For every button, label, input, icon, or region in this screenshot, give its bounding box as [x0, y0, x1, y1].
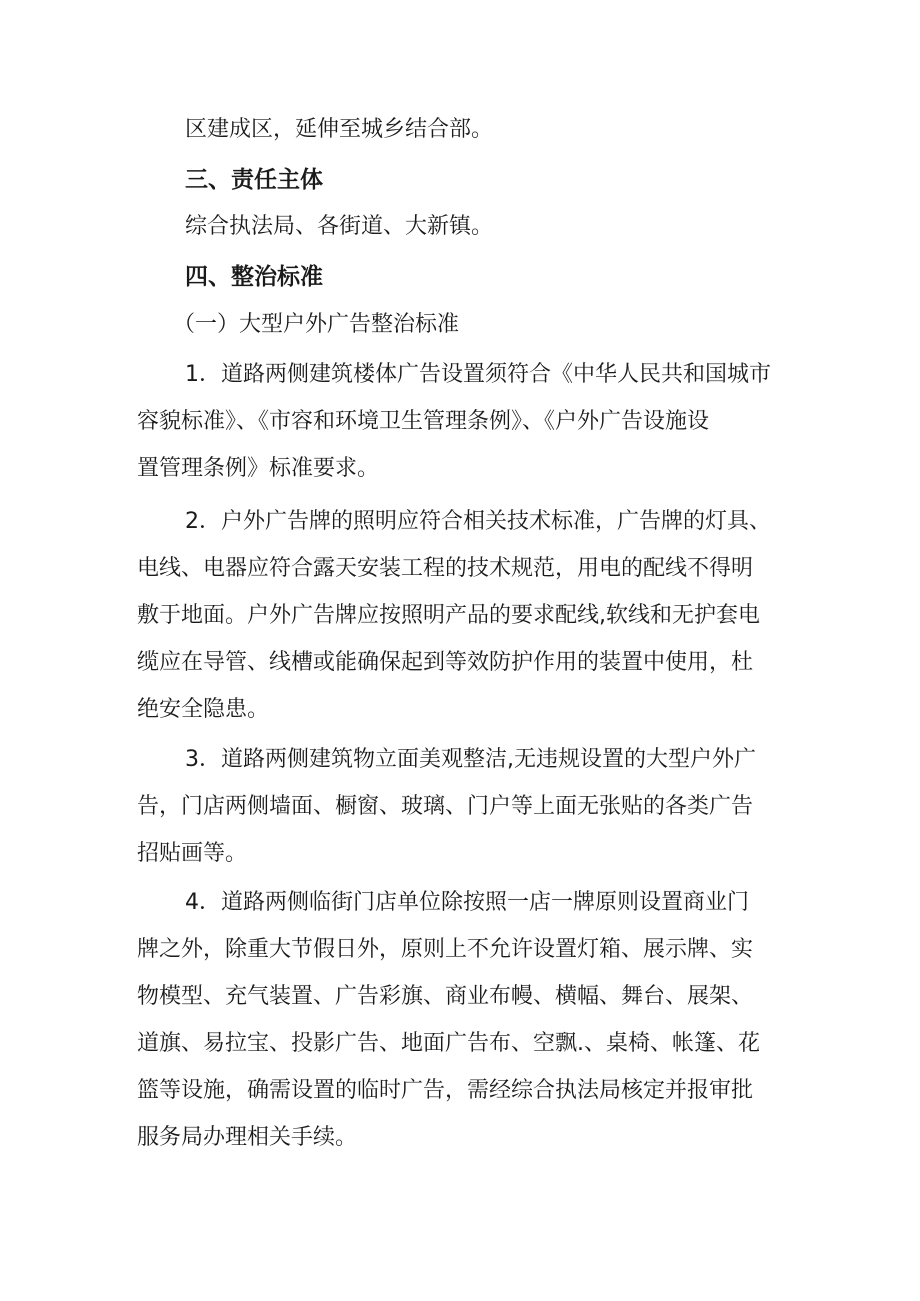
paragraph-line: 综合执法局、各街道、大新镇。: [185, 214, 494, 239]
paragraph-line: 1．道路两侧建筑楼体广告设置须符合《中华人民共和国城市: [185, 362, 771, 387]
section-heading: 四、整治标准: [185, 264, 323, 290]
paragraph-line: 容貌标准》、《市容和环境卫生管理条例》、《户外广告设施设: [137, 409, 710, 434]
subsection-heading: （一）大型户外广告整治标准: [173, 312, 460, 337]
section-heading: 三、责任主体: [185, 167, 323, 193]
paragraph-line: 缆应在导管、线槽或能确保起到等效防护作用的装置中使用，杜: [137, 650, 754, 675]
paragraph-line: 服务局办理相关手续。: [137, 1125, 358, 1150]
paragraph-line: 区建成区，延伸至城乡结合部。: [185, 117, 494, 142]
paragraph-line: 告，门店两侧墙面、橱窗、玻璃、门户等上面无张贴的各类广告: [137, 794, 754, 819]
paragraph-line: 招贴画等。: [137, 841, 248, 866]
paragraph-line: 物模型、充气装置、广告彩旗、商业布幔、横幅、舞台、展架、: [137, 984, 754, 1009]
paragraph-line: 篮等设施，确需设置的临时广告，需经综合执法局核定并报审批: [137, 1078, 754, 1103]
paragraph-line: 电线、电器应符合露天安装工程的技术规范，用电的配线不得明: [137, 556, 754, 581]
paragraph-line: 2．户外广告牌的照明应符合相关技术标准，广告牌的灯具、: [185, 509, 771, 534]
paragraph-line: 敷于地面。户外广告牌应按照明产品的要求配线,软线和无护套电: [137, 603, 760, 628]
paragraph-line: 置管理条例》标准要求。: [137, 456, 380, 481]
paragraph-line: 牌之外，除重大节假日外，原则上不允许设置灯箱、展示牌、实: [137, 937, 754, 962]
paragraph-line: 4．道路两侧临街门店单位除按照一店一牌原则设置商业门: [185, 890, 749, 915]
paragraph-line: 绝安全隐患。: [137, 697, 270, 722]
paragraph-line: 3．道路两侧建筑物立面美观整洁,无违规设置的大型户外广: [185, 747, 756, 772]
paragraph-line: 道旗、易拉宝、投影广告、地面广告布、空飘.、桌椅、帐篷、花: [137, 1031, 760, 1056]
